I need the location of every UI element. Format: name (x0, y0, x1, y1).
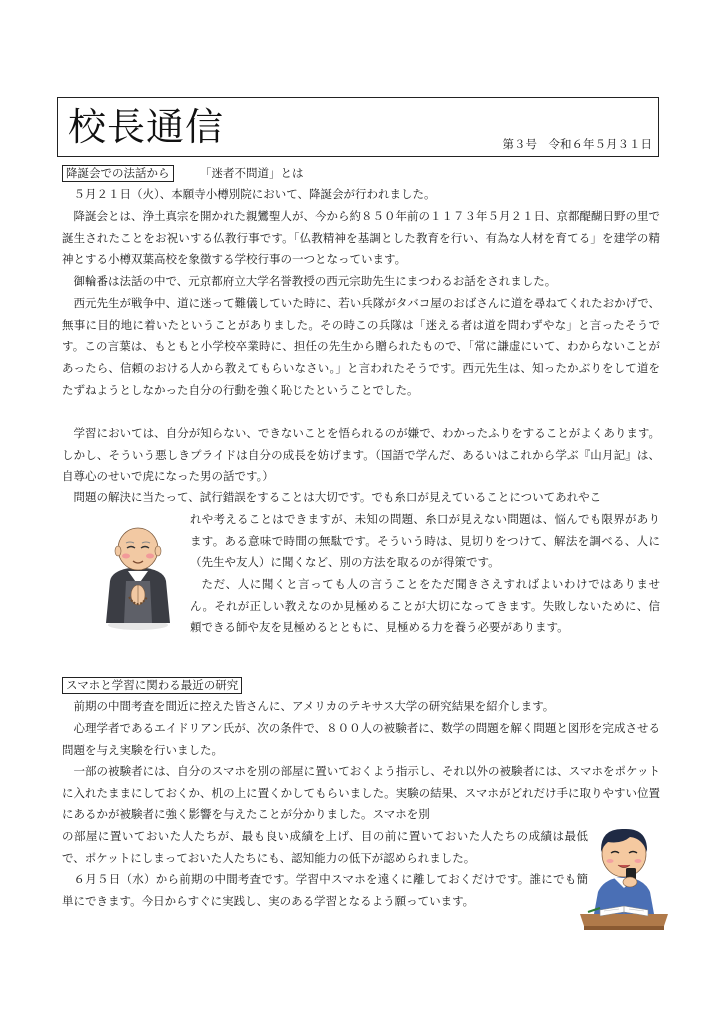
page-title: 校長通信 (68, 105, 225, 149)
section1-paragraph-6-lead: 問題の解決に当たって、試行錯誤をすることは大切です。でも糸口が見えていることについてあれやこ (73, 490, 602, 504)
section2-paragraph-3a: 一部の被験者には、自分のスマホを別の部屋に置いておくよう指示し、それ以外の被験者には、スマホをポケットに入れたままにしておくか、机の上に置くかしてもらいました。実験の結果、スマホがどれだけ手に取りやすい位置にあるかが被験者に強く影響を与えたことが分かりました。スマホを別 (62, 764, 660, 822)
section1-paragraph-5: 学習においては、自分が知らない、できないことを悟られるのが嫌で、わかったふりをすることがよくあります。しかし、そういう悪しきプライドは自分の成長を妨げます。（国語で学んだ、あるいはこれから学ぶ『山月記』は、自尊心のせいで虎になった男の話です。） (62, 426, 661, 484)
section1-paragraph-7: ただ、人に聞くと言っても人の言うことをただ聞きさえすればよいわけではありません。それが正しい教えなのか見極めることが大切になってきます。失敗しないために、信頼できる師や友を見極めるとともに、見極める力を養う必要があります。 (190, 577, 660, 635)
section2-paragraph-4: ６月５日（水）から前期の中間考査です。学習中スマホを遠くに離しておくだけです。誰にでも簡単にできます。今日からすぐに実践し、実のある学習となるよう願っています。 (62, 872, 588, 908)
section2-paragraph-2: 心理学者であるエイドリアン氏が、次の条件で、８００人の被験者に、数学の問題を解く問題と図形を完成させる問題を与え実験を行いました。 (62, 721, 660, 757)
section2-paragraph-1: 前期の中間考査を間近に控えた皆さんに、アメリカのテキサス大学の研究結果を紹介します。 (73, 699, 555, 713)
section1-subtitle: 「迷者不問道」とは (200, 166, 304, 180)
praying-monk-illustration (98, 523, 178, 633)
section1-paragraph-2: 降誕会とは、浄土真宗を開かれた親鸞聖人が、今から約８５０年前の１１７３年５月２１日、京都醍醐日野の里で誕生されたことをお祝いする仏教行事です。「仏教精神を基調とした教育を行い、有為な人材を育てる」を建学の精神とする小樽双葉高校を象徴する学校行事の一つとなっています。 (62, 209, 660, 267)
section1-paragraph-3: 御輪番は法話の中で、元京都府立大学名誉教授の西元宗助先生にまつわるお話をされました。 (73, 274, 557, 288)
student-with-phone-illustration (574, 822, 674, 934)
section1-paragraph-6-rest: れや考えることはできますが、未知の問題、糸口が見えない問題は、悩んでも限界があります。ある意味で時間の無駄です。そういう時は、見切りをつけて、解法を調べる、人に（先生や友人）に聞くなど、別の方法を取るのが得策です。 (190, 512, 660, 570)
section2-label: スマホと学習に関わる最近の研究 (62, 677, 242, 694)
section1-label: 降誕会での法話から (62, 165, 174, 182)
issue-date: 第３号 令和６年５月３１日 (502, 137, 652, 151)
section1-paragraph-4: 西元先生が戦争中、道に迷って難儀していた時に、若い兵隊がタバコ屋のおばさんに道を尋ねてくれたおかげで、無事に目的地に着いたということがありました。その時この兵隊は「迷える者は道を問わずやな」と言ったそうです。この言葉は、もともと小学校卒業時に、担任の先生から贈られたもので、「常に謙虚にいて、わからないことがあったら、信頼のおける人から教えてもらいなさい。」と言われたそうです。西元先生は、知ったかぶりをして道をたずねようとしなかった自分の行動を強く恥じたということでした。 (62, 296, 660, 397)
section2-paragraph-3b: の部屋に置いておいた人たちが、最も良い成績を上げ、目の前に置いておいた人たちの成績は最低で、ポケットにしまっておいた人たちにも、認知能力の低下が認められました。 (62, 829, 588, 865)
section1-paragraph-1: ５月２１日（火）、本願寺小樽別院において、降誕会が行われました。 (73, 187, 436, 201)
